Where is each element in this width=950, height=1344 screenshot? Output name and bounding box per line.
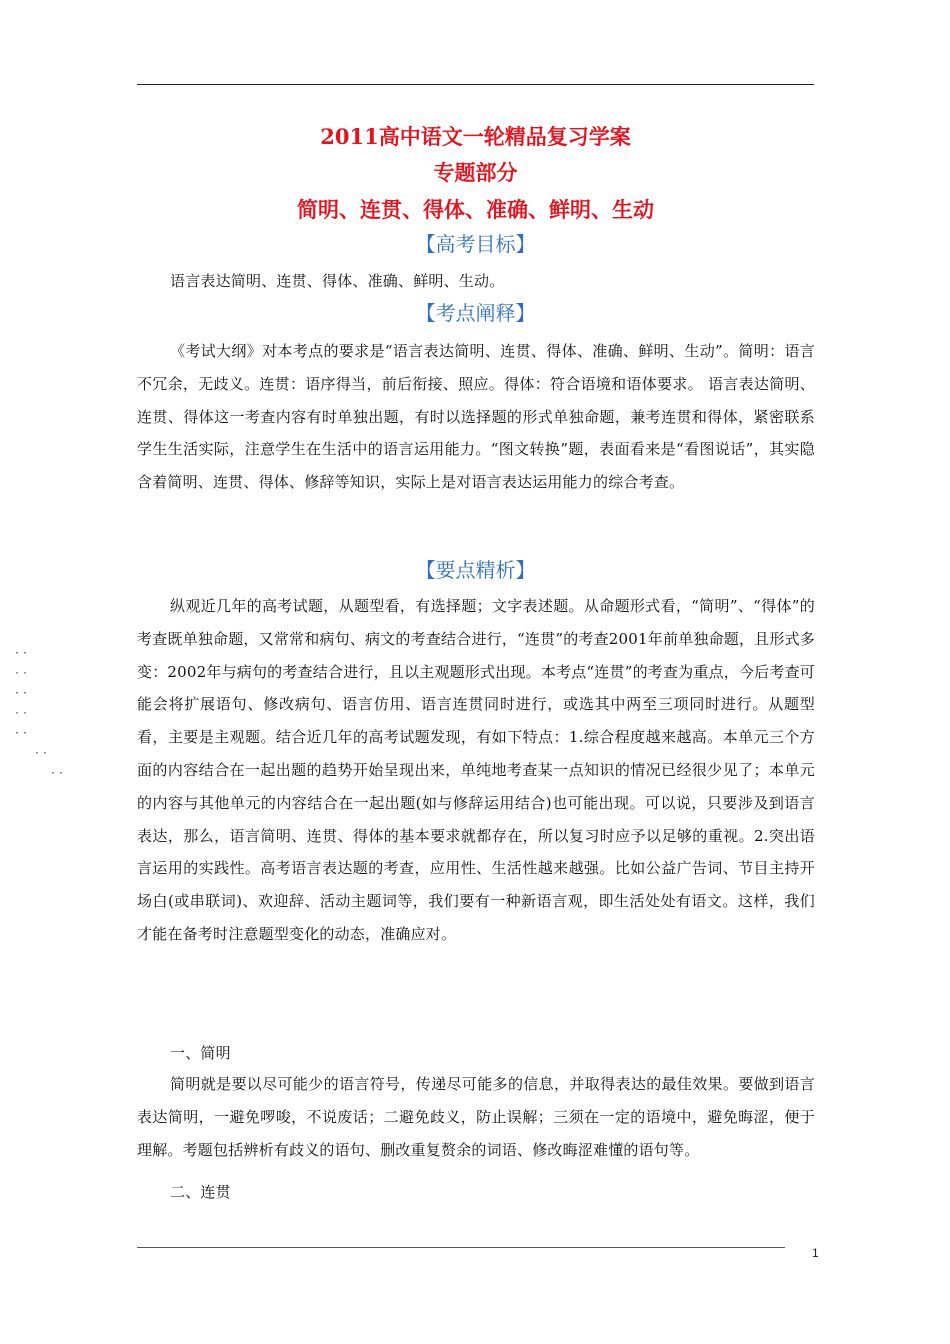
document-title: 2011高中语文一轮精品复习学案 <box>320 124 631 149</box>
section-heading-explain: 【考点阐释】 <box>415 301 536 325</box>
footer-rule <box>137 1247 785 1248</box>
key-points-paragraph: 纵观近几年的高考试题，从题型看，有选择题；文字表述题。从命题形式看，“简明”、“得体”的考查既单独命题，又常常和病句、病文的考查结合进行，“连贯”的考查2001年前单独命题，且形式多变：2002年与病句的考查结合进行，且以主观题形式出现。本考点“连贯”的考查为重点，今后考查可能会将扩展语句、修改病句、语言仿用、语言连贯同时进行，或选其中两至三项同时进行。从题型看，主要是主观题。结合近几年的高考试题发现，有如下特点：1.综合程度越来越高。本单元三个方面的内容结合在一起出题的趋势开始呈现出来，单纯地考查某一点知识的情况已经很少见了；本单元的内容与其他单元的内容结合在一起出题(如与修辞运用结合)也可能出现。可以说，只要涉及到语言表达，那么，语言简明、连贯、得体的基本要求就都存在，所以复习时应予以足够的重视。2.突出语言运用的实践性。高考语言表达题的考查，应用性、生活性越来越强。比如公益广告词、节目主持开场白(或串联词)、欢迎辞、活动主题词等，我们要有一种新语言观，即生活处处有语文。这样，我们才能在备考时注意题型变化的动态，准确应对。 <box>137 597 815 943</box>
explain-paragraph: 《考试大纲》对本考点的要求是“语言表达简明、连贯、得体、准确、鲜明、生动”。简明：语言不冗余，无歧义。连贯：语序得当，前后衔接、照应。得体：符合语境和语体要求。 语言表达简明、连贯、得体这一考查内容有时单独出题，有时以选择题的形式单独命题，兼考连贯和得体，紧密联系学生生活实际，注意学生在生活中的语言运用能力。“图文转换”题，表面看来是“看图说话”，其实隐含着简明、连贯、得体、修辞等知识，实际上是对语言表达运用能力的综合考查。 <box>137 342 815 492</box>
margin-dots-decoration: ·· ·· ·· ·· ·· ·· ·· <box>14 648 67 779</box>
topic-title: 简明、连贯、得体、准确、鲜明、生动 <box>297 197 654 222</box>
page-number: 1 <box>812 1246 819 1260</box>
document-subtitle: 专题部分 <box>433 160 518 185</box>
header-rule <box>137 84 814 85</box>
concise-paragraph: 简明就是要以尽可能少的语言符号，传递尽可能多的信息，并取得表达的最佳效果。要做到语言表达简明，一避免啰唆，不说废话；二避免歧义，防止误解；三须在一定的语境中，避免晦涩，便于理解。考题包括辨析有歧义的语句、删改重复赘余的词语、修改晦涩难懂的语句等。 <box>137 1075 815 1159</box>
goal-paragraph: 语言表达简明、连贯、得体、准确、鲜明、生动。 <box>170 272 505 290</box>
subsection-heading-coherent: 二、连贯 <box>170 1183 231 1201</box>
subsection-heading-concise: 一、简明 <box>170 1044 231 1062</box>
section-heading-goal: 【高考目标】 <box>415 232 536 256</box>
section-heading-key-points: 【要点精析】 <box>415 558 536 582</box>
